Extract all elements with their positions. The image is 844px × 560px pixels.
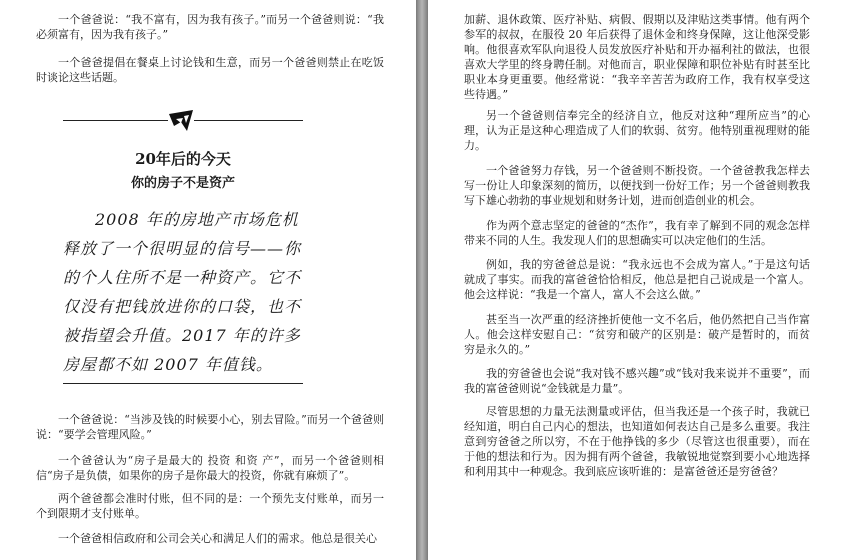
page-gutter xyxy=(416,0,428,560)
paragraph: 加薪、退休政策、医疗补贴、病假、假期以及津贴这类事情。他有两个参军的叔叔，在服役 20 年后获得了退休金和终身保障，这让他深受影响。他很喜欢军队向退役人员发放医疗补贴和开办福利社的做法，也很喜欢大学里的终身聘任制。对他而言，职业保障和职位补贴有时甚至比职业本身更重要。他经常说：“我辛辛苦苦为政府工作，我有权享受这些待遇。” xyxy=(464,13,810,101)
paragraph: 一个爸爸认为“房子是最大的 投资 和资 产”，而另一个爸爸则相信“房子是负债，如果你的房子是你最大的投资，你就有麻烦了”。 xyxy=(36,454,384,482)
callout-title: 20年后的今天 xyxy=(135,150,231,168)
callout-body: 2008 年的房地产市场危机释放了一个很明显的信号——你的个人住所不是一种资产。它不仅没有把钱放进你的口袋，也不被指望会升值。2017 年的许多房屋都不如 2007 年值钱。 xyxy=(63,210,302,374)
callout-bottom-rule xyxy=(63,383,303,384)
paragraph: 作为两个意志坚定的爸爸的“杰作”，我有幸了解到不同的观念怎样带来不同的人生。我发现人们的思想确实可以决定他们的生活。 xyxy=(464,219,810,247)
paragraph: 一个爸爸提倡在餐桌上讨论钱和生意，而另一个爸爸则禁止在吃饭时谈论这些话题。 xyxy=(36,56,384,84)
paragraph: 两个爸爸都会准时付账，但不同的是：一个预先支付账单，而另一个到限期才支付账单。 xyxy=(36,492,384,520)
paragraph: 另一个爸爸则信奉完全的经济自立，他反对这种“理所应当”的心理，认为正是这种心理造成了人们的软弱、贫穷。他特别重视理财的能力。 xyxy=(464,109,810,152)
folded-ribbon-icon xyxy=(168,110,194,132)
paragraph: 一个爸爸说：“我不富有，因为我有孩子。”而另一个爸爸则说：“我必须富有，因为我有孩子。” xyxy=(36,13,384,41)
callout-badge xyxy=(168,110,194,132)
paragraph: 一个爸爸努力存钱，另一个爸爸则不断投资。一个爸爸教我怎样去写一份让人印象深刻的简历，以便找到一份好工作；另一个爸爸则教我写下雄心勃勃的事业规划和财务计划，进而创造创业的机会。 xyxy=(464,164,810,207)
paragraph: 尽管思想的力量无法测量或评估，但当我还是一个孩子时，我就已经知道，明白自己内心的想法，也知道如何表达自己是多么重要。我注意到穷爸爸之所以穷，不在于他挣钱的多少（尽管这也很重要），而在于他的想法和行为。因为拥有两个爸爸，我敏锐地觉察到要小心地选择和利用其中一种观念。我到底应该听谁的：是富爸爸还是穷爸爸？ xyxy=(464,405,810,478)
right-page xyxy=(428,0,844,560)
paragraph: 例如，我的穷爸爸总是说：“我永远也不会成为富人。”于是这句话就成了事实。而我的富爸爸恰恰相反，他总是把自己说成是一个富人。他会这样说：“我是一个富人，富人不会这么做。” xyxy=(464,258,810,301)
paragraph: 一个爸爸相信政府和公司会关心和满足人们的需求。他总是很关心 xyxy=(58,532,377,545)
callout-subtitle: 你的房子不是资产 xyxy=(130,176,235,191)
paragraph: 甚至当一次严重的经济挫折使他一文不名后，他仍然把自己当作富人。他会这样安慰自己：“贫穷和破产的区别是：破产是暂时的，而贫穷是永久的。” xyxy=(464,313,810,356)
paragraph: 一个爸爸说：“当涉及钱的时候要小心，别去冒险。”而另一个爸爸则说：“要学会管理风险。” xyxy=(36,413,384,441)
paragraph: 我的穷爸爸也会说“我对钱不感兴趣”或“钱对我来说并不重要”，而我的富爸爸则说“金钱就是力量”。 xyxy=(464,367,810,395)
left-page xyxy=(0,0,416,560)
